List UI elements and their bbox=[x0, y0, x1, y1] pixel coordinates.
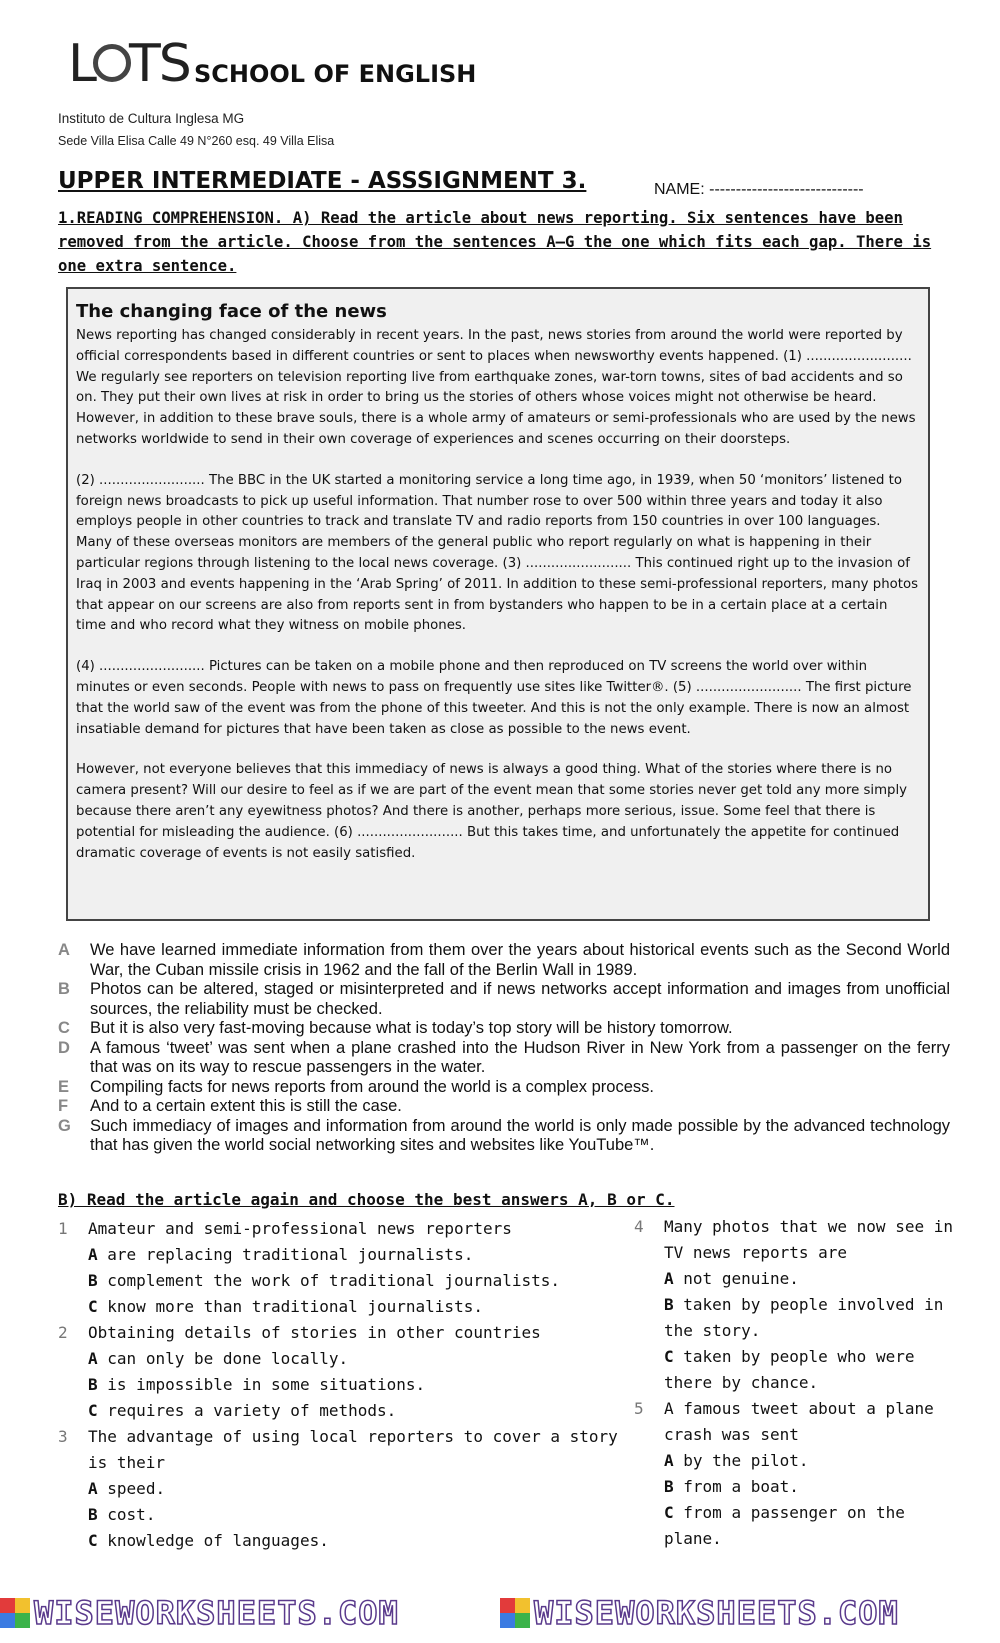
sentence-options bbox=[58, 941, 950, 1156]
answer-option[interactable]: B complement the work of traditional journalists. bbox=[88, 1271, 561, 1290]
question-stem: Obtaining details of stories in other countries bbox=[88, 1323, 541, 1342]
logo-lots-text: L TS bbox=[68, 34, 190, 94]
option-text: But it is also very fast-moving because what is today’s top story will be history tomorrow. bbox=[90, 1019, 733, 1037]
question-item bbox=[58, 1424, 618, 1476]
questions-left-column bbox=[58, 1216, 618, 1554]
option-item bbox=[58, 1039, 950, 1078]
assignment-title: UPPER INTERMEDIATE - ASSSIGNMENT 3. bbox=[58, 168, 587, 194]
article-paragraph: However, not everyone believes that this immediacy of news is always a good thing. What of the stories where there is no camera present? Will our desire to feel as if we are part of the event mean that some stories never get told any more simply because there aren’t any eyewitness photos? And there is another, perhaps more serious, issue. Some feel that there is potential for misleading the audience. (6) ......................... But this takes time, and unfortunately the appetite for continued dramatic coverage of events is not easily satisfied. bbox=[76, 762, 908, 861]
option-letter: G bbox=[58, 1116, 71, 1135]
institute-address: Sede Villa Elisa Calle 49 N°260 esq. 49 Villa Elisa bbox=[58, 134, 335, 148]
option-letter: D bbox=[58, 1038, 70, 1057]
article-box bbox=[66, 287, 930, 921]
answer-option[interactable]: A not genuine. bbox=[664, 1269, 799, 1288]
article-title: The changing face of the news bbox=[76, 301, 387, 322]
watermark-right bbox=[500, 1592, 899, 1634]
option-text: Such immediacy of images and information from around the world is only made possible by the advanced technology that has given the world social networking sites and websites like YouTube™. bbox=[90, 1116, 950, 1154]
option-item bbox=[58, 1019, 950, 1039]
answer-option[interactable]: A can only be done locally. bbox=[88, 1349, 349, 1368]
question-number: 1 bbox=[58, 1219, 68, 1238]
answer-option[interactable]: C requires a variety of methods. bbox=[88, 1401, 397, 1420]
option-item bbox=[58, 1078, 950, 1098]
answer-option[interactable]: C know more than traditional journalists. bbox=[88, 1297, 483, 1316]
section-b-title: B) Read the article again and choose the best answers A, B or C. bbox=[58, 1190, 675, 1209]
question-item bbox=[634, 1396, 964, 1448]
reading-instructions: 1.READING COMPREHENSION. A) Read the article about news reporting. Six sentences have been removed from the article. Choose from the sentences A–G the one which fits each gap. There is one extra sentence. bbox=[58, 209, 932, 275]
answer-option[interactable]: A by the pilot. bbox=[664, 1451, 809, 1470]
option-text: Compiling facts for news reports from around the world is a complex process. bbox=[90, 1077, 654, 1096]
question-item bbox=[58, 1320, 618, 1346]
question-number: 2 bbox=[58, 1323, 68, 1342]
question-stem: Amateur and semi-professional news reporters bbox=[88, 1219, 512, 1238]
watermark-text: WISEWORKSHEETS.COM bbox=[34, 1594, 399, 1632]
school-name: SCHOOL OF ENGLISH bbox=[194, 60, 477, 88]
option-text: Photos can be altered, staged or misinterpreted and if news networks accept information and images from unofficial sources, the reliability must be checked. bbox=[90, 980, 950, 1018]
question-item bbox=[58, 1216, 618, 1242]
option-item bbox=[58, 941, 950, 980]
question-stem: The advantage of using local reporters to cover a story is their bbox=[88, 1427, 618, 1472]
name-field[interactable]: NAME: ----------------------------- bbox=[654, 181, 864, 198]
article-paragraph: News reporting has changed considerably in recent years. In the past, news stories from around the world were reported by official correspondents based in different countries or sent to places when newsworthy events happened. (1) ......................... We regularly see reporters on television reporting live from earthquake zones, war-torn towns, sites of bad accidents and so on. They put their own lives at risk in order to bring us the stories of others whose voices might not otherwise be heard. However, in addition to these brave souls, there is a whole army of amateurs or semi-professionals who are used by the news networks worldwide to send in their own coverage of experiences and scenes occurring on their doorsteps. bbox=[76, 328, 916, 447]
question-number: 3 bbox=[58, 1427, 68, 1446]
option-item bbox=[58, 1097, 950, 1117]
question-number: 4 bbox=[634, 1217, 644, 1236]
watermark-text: WISEWORKSHEETS.COM bbox=[534, 1594, 899, 1632]
option-letter: F bbox=[58, 1097, 69, 1115]
answer-option[interactable]: C knowledge of languages. bbox=[88, 1531, 329, 1550]
wiseworksheets-logo-icon bbox=[500, 1598, 530, 1628]
question-stem: Many photos that we now see in TV news reports are bbox=[664, 1217, 953, 1262]
article-paragraph: (2) ......................... The BBC in the UK started a monitoring service a long time ago, in 1939, when 50 ‘monitors’ listened to foreign news broadcasts to pick up useful information. That number rose to over 500 within three years and today it also employs people in other countries to track and translate TV and radio reports from 150 countries in over 100 languages. Many of these overseas monitors are members of the general public who report regularly on what is happening in their particular regions through listening to the local news coverage. (3) ......................... This continued right up to the invasion of Iraq in 2003 and events happening in the ‘Arab Spring’ of 2011. In addition to these semi-professional reporters, many photos that appear on our screens are also from reports sent in from bystanders who happen to be in a certain place at a certain time and who record what they witness on mobile phones. bbox=[76, 472, 919, 634]
option-item bbox=[58, 1117, 950, 1156]
option-text: And to a certain extent this is still the case. bbox=[90, 1097, 402, 1115]
question-stem: A famous tweet about a plane crash was sent bbox=[664, 1399, 934, 1444]
answer-option[interactable]: B cost. bbox=[88, 1505, 156, 1524]
footer-watermark bbox=[0, 1592, 1000, 1634]
institute-name: Instituto de Cultura Inglesa MG bbox=[58, 111, 245, 126]
answer-option[interactable]: C taken by people who were there by chance. bbox=[664, 1347, 915, 1392]
question-number: 5 bbox=[634, 1399, 644, 1418]
option-text: A famous ‘tweet’ was sent when a plane crashed into the Hudson River in New York from a passenger on the ferry that was on its way to rescue passengers in the water. bbox=[90, 1038, 950, 1076]
option-letter: B bbox=[58, 980, 70, 998]
watermark-left bbox=[0, 1592, 399, 1634]
option-text: We have learned immediate information from them over the years about historical events such as the Second World War, the Cuban missile crisis in 1962 and the fall of the Berlin Wall in 1989. bbox=[90, 941, 950, 979]
answer-option[interactable]: B is impossible in some situations. bbox=[88, 1375, 426, 1394]
answer-option[interactable]: C from a passenger on the plane. bbox=[664, 1503, 905, 1548]
questions-right-column bbox=[634, 1214, 964, 1552]
question-item bbox=[634, 1214, 964, 1266]
option-letter: A bbox=[58, 941, 70, 959]
answer-option[interactable]: B from a boat. bbox=[664, 1477, 799, 1496]
answer-option[interactable]: A speed. bbox=[88, 1479, 166, 1498]
article-paragraph: (4) ......................... Pictures can be taken on a mobile phone and then reproduced on TV screens the world over within minutes or even seconds. People with news to pass on frequently use sites like Twitter®. (5) ......................... The first picture that the world saw of the event was from the phone of this tweeter. And this is not the only example. There is now an almost insatiable demand for pictures that have been taken as close as possible to the news event. bbox=[76, 659, 912, 737]
answer-option[interactable]: B taken by people involved in the story. bbox=[664, 1295, 944, 1340]
option-letter: C bbox=[58, 1019, 70, 1037]
option-letter: E bbox=[58, 1077, 70, 1096]
wiseworksheets-logo-icon bbox=[0, 1598, 30, 1628]
answer-option[interactable]: A are replacing traditional journalists. bbox=[88, 1245, 474, 1264]
school-logo bbox=[58, 26, 477, 96]
option-item bbox=[58, 980, 950, 1019]
